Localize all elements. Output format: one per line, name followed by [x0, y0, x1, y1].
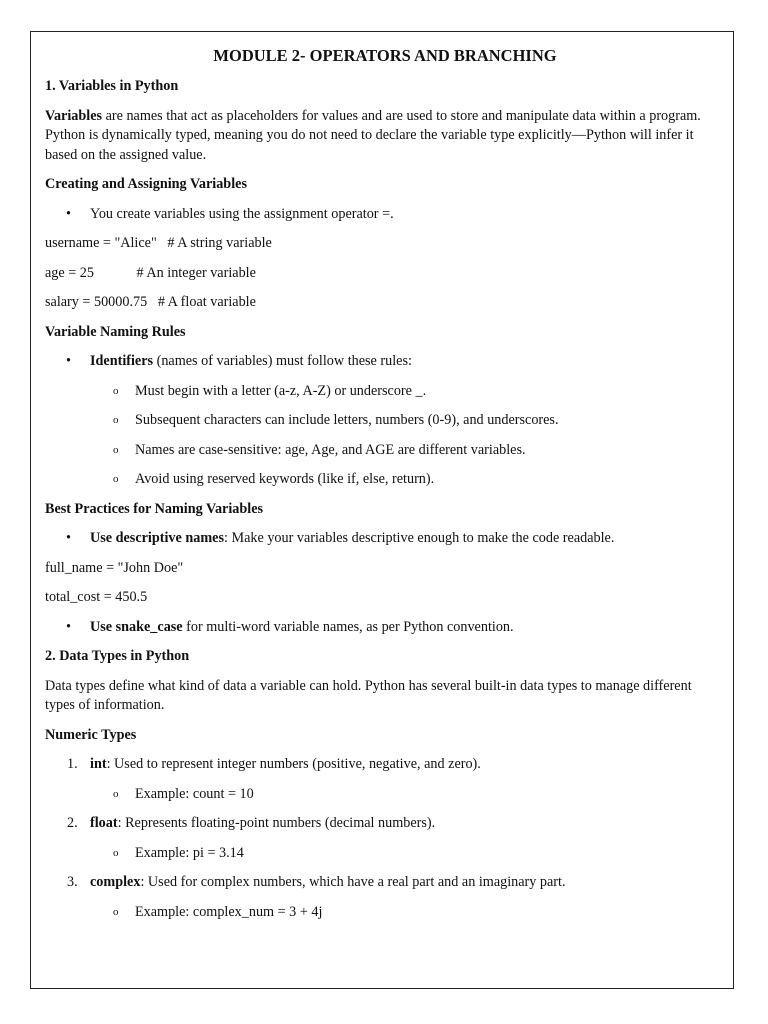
- circle-bullet-icon: o: [113, 846, 119, 859]
- subheading-numeric-types: Numeric Types: [45, 726, 137, 743]
- list-item-text: Example: complex_num = 3 + 4j: [135, 903, 323, 920]
- naming-list: [45, 352, 725, 490]
- variables-term: Variables: [45, 107, 103, 124]
- list-item: [45, 470, 725, 490]
- list-item-text: Subsequent characters can include letters, numbers (0-9), and underscores.: [135, 412, 559, 428]
- circle-bullet-icon: o: [113, 905, 119, 918]
- best-practices-list-2: [45, 618, 725, 638]
- variables-intro: [45, 107, 725, 166]
- list-item: [45, 903, 725, 923]
- data-types-intro: Data types define what kind of data a variable can hold. Python has several built-in data types to manage different types of information.: [45, 677, 692, 713]
- subheading-naming-rules: Variable Naming Rules: [45, 323, 186, 340]
- list-item: [45, 873, 725, 893]
- variables-intro-text: are names that act as placeholders for values and are used to store and manipulate data within a program. Python is dynamically typed, meaning you do not need to declare the variable type explicitly—Python will infer it based on the assigned value.: [45, 107, 701, 163]
- subheading-best-practices: Best Practices for Naming Variables: [45, 500, 264, 517]
- list-item: [45, 441, 725, 461]
- list-item: [45, 618, 725, 638]
- list-number: 2.: [67, 815, 78, 831]
- list-item-text: You create variables using the assignment operator =.: [90, 205, 394, 222]
- section-heading-variables: 1. Variables in Python: [45, 78, 179, 94]
- list-number: 1.: [67, 756, 78, 772]
- list-item-text: : Make your variables descriptive enough to make the code readable.: [223, 530, 615, 546]
- circle-bullet-icon: o: [113, 384, 119, 397]
- page-title: MODULE 2- OPERATORS AND BRANCHING: [213, 46, 557, 65]
- list-item: [45, 382, 725, 402]
- list-item-text: : Used for complex numbers, which have a real part and an imaginary part.: [140, 874, 566, 890]
- list-item-text: : Represents floating-point numbers (decimal numbers).: [117, 815, 436, 831]
- code-line: salary = 50000.75 # A float variable: [45, 294, 256, 310]
- list-item-text: Example: count = 10: [135, 785, 254, 802]
- list-item-term: int: [90, 756, 107, 772]
- code-line: username = "Alice" # A string variable: [45, 235, 272, 251]
- numeric-types-list: [45, 755, 725, 922]
- list-item-text: Must begin with a letter (a-z, A-Z) or underscore _.: [135, 382, 427, 399]
- list-item: [45, 529, 725, 549]
- list-item: [45, 755, 725, 775]
- subheading-creating-variables: Creating and Assigning Variables: [45, 176, 247, 192]
- circle-bullet-icon: o: [113, 443, 119, 456]
- bullet-icon: •: [66, 530, 71, 546]
- list-item-term: Identifiers: [90, 353, 154, 369]
- list-item: [45, 844, 725, 864]
- code-line: full_name = "John Doe": [45, 559, 184, 576]
- list-item-term: Use snake_case: [90, 618, 183, 635]
- list-number: 3.: [67, 874, 78, 890]
- list-item-text: : Used to represent integer numbers (positive, negative, and zero).: [106, 756, 481, 772]
- list-item-term: complex: [90, 874, 141, 890]
- list-item: [45, 785, 725, 805]
- creating-list: [45, 205, 725, 225]
- list-item: [45, 352, 725, 372]
- code-line: total_cost = 450.5: [45, 589, 148, 605]
- list-item: [45, 814, 725, 834]
- list-item-term: float: [90, 815, 118, 831]
- section-heading-data-types: 2. Data Types in Python: [45, 648, 190, 664]
- list-item-text: for multi-word variable names, as per Python convention.: [182, 618, 514, 635]
- circle-bullet-icon: o: [113, 473, 119, 485]
- list-item: [45, 411, 725, 431]
- list-item-text: Example: pi = 3.14: [135, 844, 244, 861]
- list-item-text: Names are case-sensitive: age, Age, and AGE are different variables.: [135, 441, 526, 458]
- code-line: age = 25 # An integer variable: [45, 264, 256, 281]
- list-item-text: Avoid using reserved keywords (like if, else, return).: [135, 471, 435, 487]
- bullet-icon: •: [66, 353, 71, 369]
- best-practices-list: [45, 529, 725, 549]
- circle-bullet-icon: o: [113, 787, 119, 800]
- list-item-text: (names of variables) must follow these rules:: [153, 353, 412, 369]
- bullet-icon: •: [66, 618, 71, 635]
- document-body: [45, 45, 725, 932]
- list-item: [45, 205, 725, 225]
- list-item-term: Use descriptive names: [90, 530, 224, 546]
- circle-bullet-icon: o: [113, 414, 119, 426]
- bullet-icon: •: [66, 205, 71, 222]
